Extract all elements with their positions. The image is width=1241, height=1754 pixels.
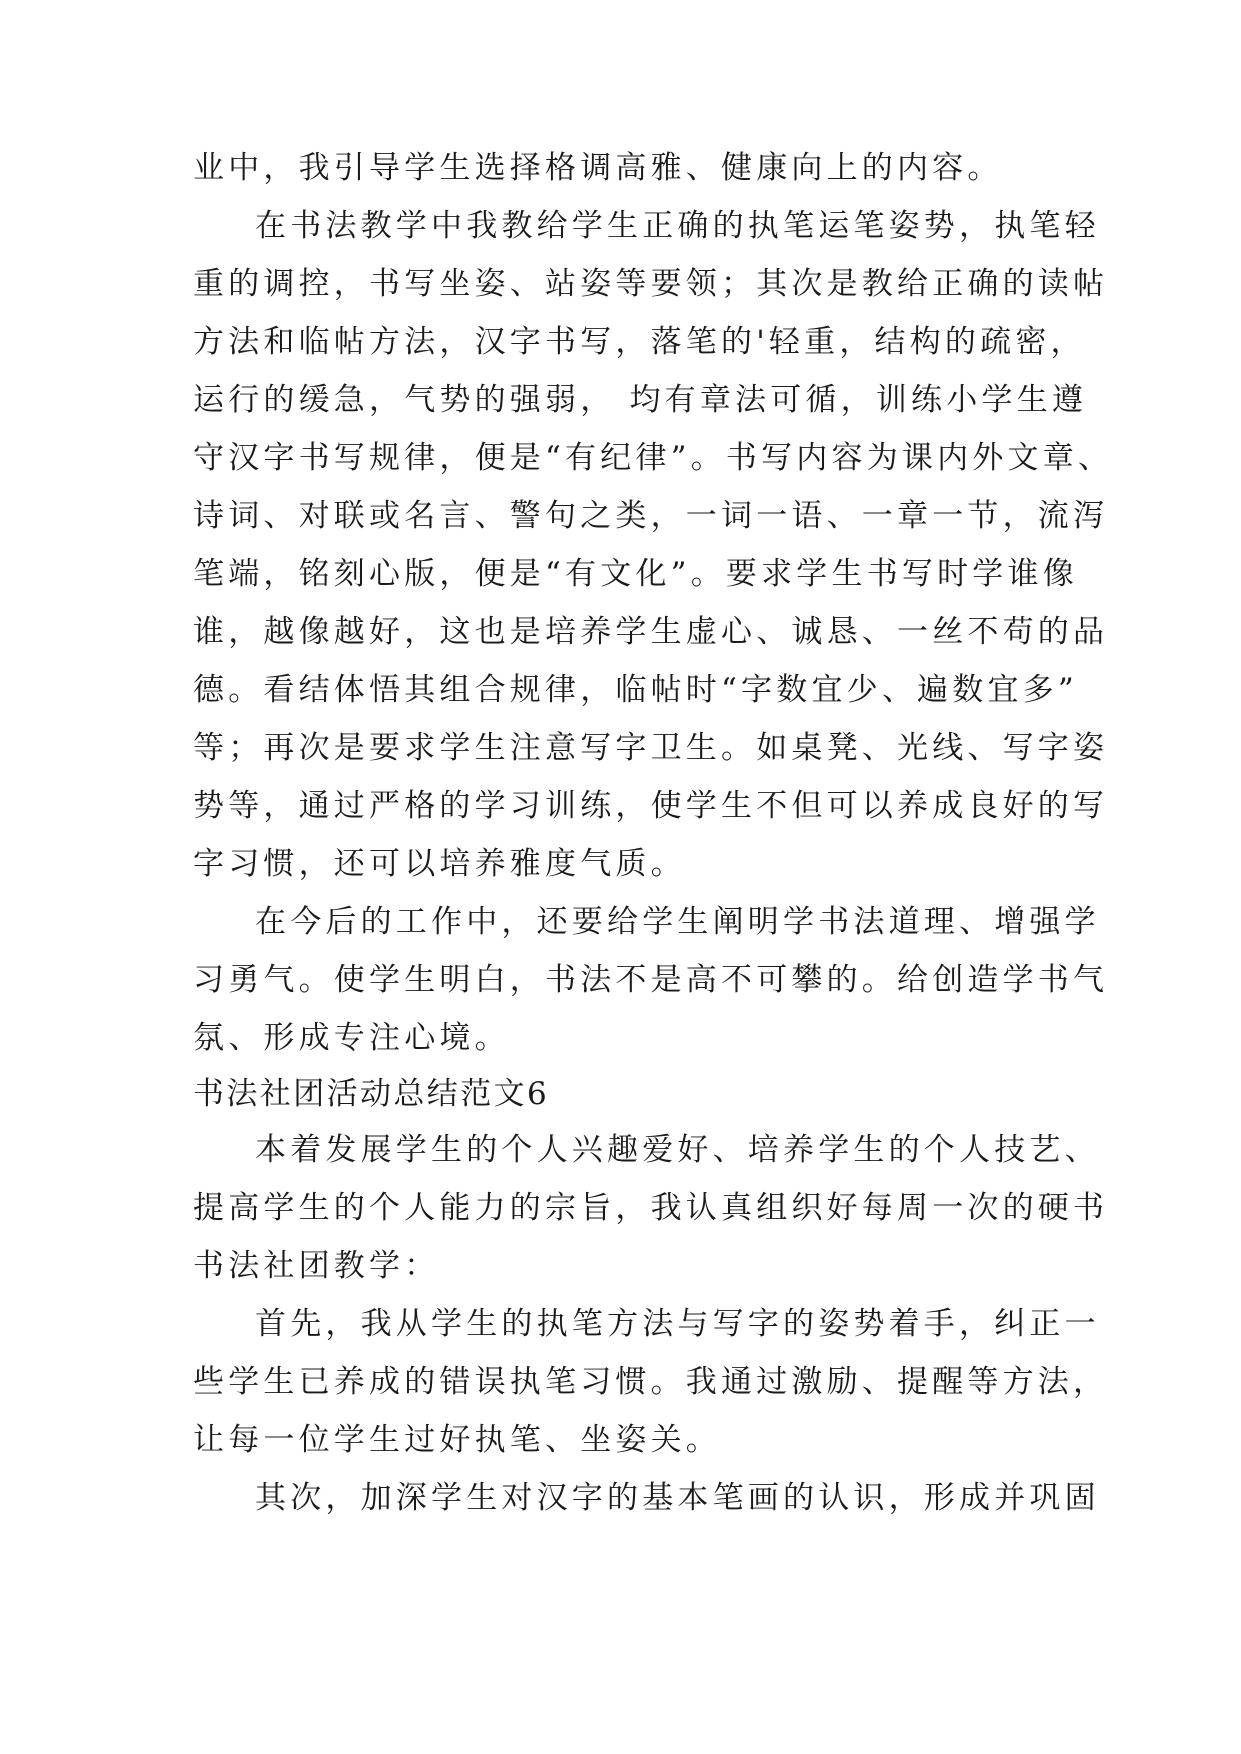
paragraph-line: 首先，我从学生的执笔方法与写字的姿势着手，纠正一 bbox=[255, 1306, 1100, 1342]
paragraph-line: 字习惯，还可以培养雅度气质。 bbox=[193, 846, 686, 882]
paragraph-line: 德。看结体悟其组合规律，临帖时“字数宜少、遍数宜多” bbox=[193, 672, 1078, 708]
paragraph-line: 书法社团教学： bbox=[193, 1248, 440, 1284]
paragraph-line: 本着发展学生的个人兴趣爱好、培养学生的个人技艺、 bbox=[255, 1132, 1100, 1168]
paragraph-line: 重的调控，书写坐姿、站姿等要领；其次是教给正确的读帖 bbox=[193, 266, 1109, 302]
paragraph-line: 在书法教学中我教给学生正确的执笔运笔姿势，执笔轻 bbox=[255, 208, 1100, 244]
section-heading: 书法社团活动总结范文6 bbox=[193, 1076, 550, 1112]
paragraph-line: 运行的缓急，气势的强弱， 均有章法可循，训练小学生遵 bbox=[193, 382, 1088, 418]
paragraph-line: 守汉字书写规律，便是“有纪律”。书写内容为课内外文章、 bbox=[193, 440, 1114, 476]
paragraph-line: 其次，加深学生对汉字的基本笔画的认识，形成并巩固 bbox=[255, 1480, 1100, 1516]
paragraph-line: 谁，越像越好，这也是培养学生虚心、诚恳、一丝不苟的品 bbox=[193, 614, 1109, 650]
paragraph-line: 些学生已养成的错误执笔习惯。我通过激励、提醒等方法， bbox=[193, 1364, 1109, 1400]
paragraph-line: 方法和临帖方法，汉字书写，落笔的'轻重，结构的疏密， bbox=[193, 324, 1086, 360]
paragraph-line: 提高学生的个人能力的宗旨，我认真组织好每周一次的硬书 bbox=[193, 1190, 1109, 1226]
paragraph-line: 诗词、对联或名言、警句之类，一词一语、一章一节，流泻 bbox=[193, 498, 1109, 534]
paragraph-line: 在今后的工作中，还要给学生阐明学书法道理、增强学 bbox=[255, 904, 1100, 940]
paragraph-line: 势等，通过严格的学习训练，使学生不但可以养成良好的写 bbox=[193, 788, 1109, 824]
paragraph-line: 笔端，铭刻心版，便是“有文化”。要求学生书写时学谁像 bbox=[193, 556, 1078, 592]
paragraph-line: 等；再次是要求学生注意写字卫生。如桌凳、光线、写字姿 bbox=[193, 730, 1109, 766]
paragraph-line: 让每一位学生过好执笔、坐姿关。 bbox=[193, 1422, 721, 1458]
paragraph-line: 业中，我引导学生选择格调高雅、健康向上的内容。 bbox=[193, 150, 1003, 186]
paragraph-line: 习勇气。使学生明白，书法不是高不可攀的。给创造学书气 bbox=[193, 962, 1109, 998]
paragraph-line: 氛、形成专注心境。 bbox=[193, 1020, 510, 1056]
